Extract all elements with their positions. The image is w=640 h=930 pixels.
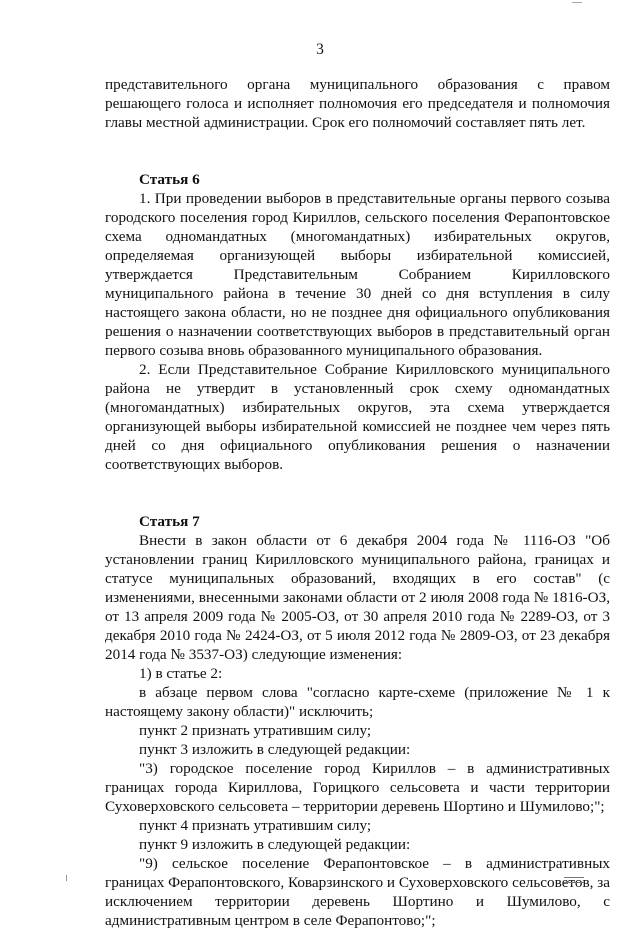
article-7-paragraph-8: пункт 9 изложить в следующей редакции: [139, 836, 411, 853]
scan-artifact-mark [564, 877, 584, 883]
page-number: 3 [316, 41, 324, 58]
article-7-paragraph-3: в абзаце первом слова "согласно карте-схеме (приложение № 1 к настоящему закону области)" исключить; [105, 684, 610, 720]
article-7-paragraph-5: пункт 3 изложить в следующей редакции: [139, 741, 411, 758]
article-7-paragraph-1: Внести в закон области от 6 декабря 2004 года № 1116-ОЗ "Об установлении границ Кирилловского муниципального района, границах и статусе муниципальных образований, входящих в его состав" (с изменениями, внесенными законами области от 2 июля 2008 года № 1816-ОЗ, от 13 апреля 2009 года № 2005-ОЗ, от 30 апреля 2010 года № 2289-ОЗ, от 3 декабря 2010 года № 2424-ОЗ, от 5 июля 2012 года № 2809-ОЗ, от 23 декабря 2014 года № 3537-ОЗ) следующие изменения: [105, 532, 610, 663]
article-7-item-1: 1) в статье 2: [139, 665, 223, 682]
article-6-paragraph-2: 2. Если Представительное Собрание Кирилловского муниципального района не утвердит в установленный срок схему одномандатных (многомандатных) избирательных округов, эта схема утверждается организующей выборы избирательной комиссией не позднее чем через пять дней со дня официального опубликования решения о назначении соответствующих выборов. [105, 361, 610, 473]
article-6-paragraph-1: 1. При проведении выборов в представительные органы первого созыва городского поселения город Кириллов, сельского поселения Ферапонтовское схема одномандатных (многомандатных) избирательных округов, определяемая организующей выборы избирательной комиссией, утверждается Представительным Собранием Кирилловского муниципального района в течение 30 дней со дня вступления в силу настоящего закона области, но не позднее дня официального опубликования решения о назначении соответствующих выборов в представительный орган первого созыва вновь образованного муниципального образования. [105, 190, 610, 359]
document-body [105, 75, 610, 930]
spacer [105, 132, 610, 151]
intro-paragraph: представительного органа муниципального образования с правом решающего голоса и исполняет полномочия его председателя и полномочия главы местной администрации. Срок его полномочий составляет пять лет. [105, 76, 610, 131]
article-7-paragraph-6: "3) городское поселение город Кириллов – в административных границах города Кириллова, Горицкого сельсовета и части территории Суховерховского сельсовета – территории деревень Шортино и Шумилово;"; [105, 760, 610, 815]
scan-artifact-top [572, 2, 582, 3]
article-7-paragraph-4: пункт 2 признать утратившим силу; [139, 722, 372, 739]
scan-artifact-left [66, 875, 67, 881]
article-7-paragraph-7: пункт 4 признать утратившим силу; [139, 817, 372, 834]
article-6-heading: Статья 6 [139, 171, 200, 188]
spacer [105, 474, 610, 493]
article-7-paragraph-9: "9) сельское поселение Ферапонтовское – в административных границах Ферапонтовского, Коварзинского и Суховерховского сельсоветов, за исключением территории деревень Шортино и Шумилово, с административным центром в селе Ферапонтово;"; [105, 855, 610, 929]
article-7-heading: Статья 7 [139, 513, 200, 530]
